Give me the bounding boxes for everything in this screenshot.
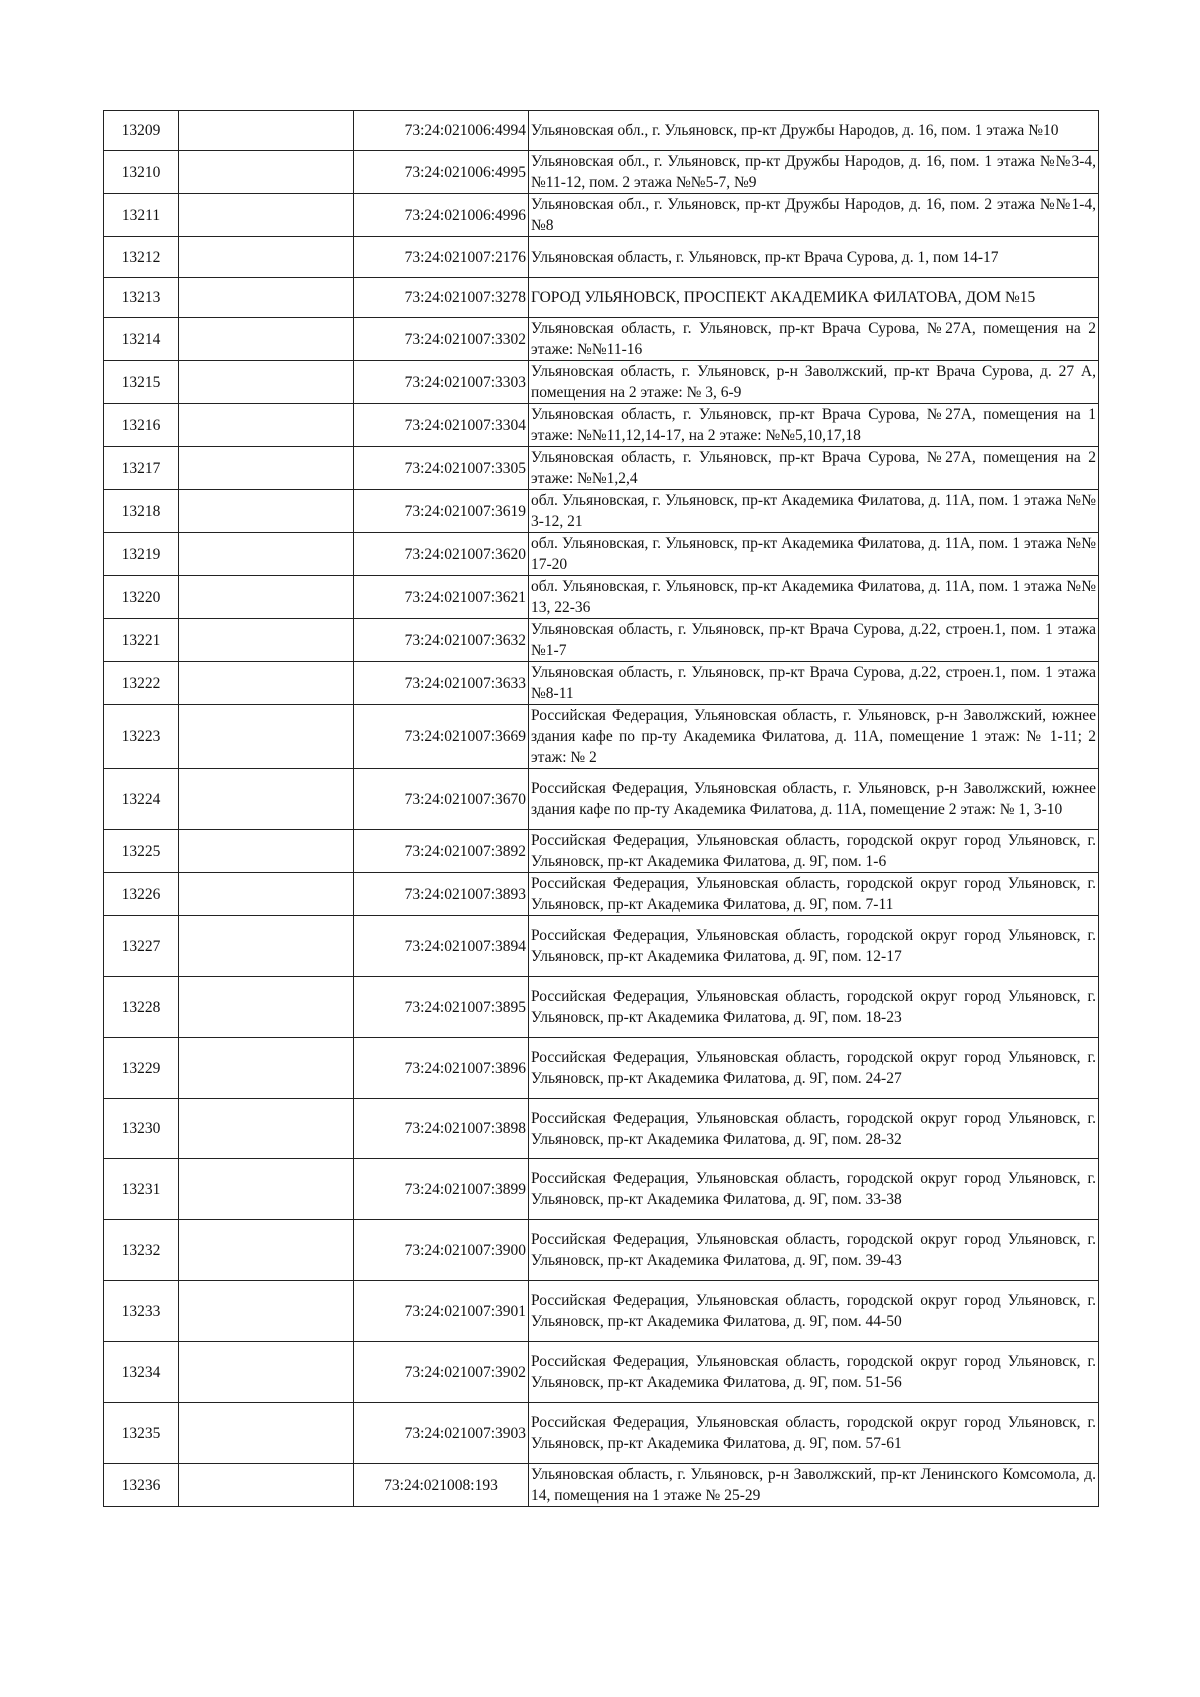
cadastral-number-cell: 73:24:021007:3621 [354, 576, 529, 619]
address-cell: обл. Ульяновская, г. Ульяновск, пр-кт Академика Филатова, д. 11А, пом. 1 этажа №№ 3-12, 21 [529, 490, 1099, 533]
row-number-cell: 13210 [104, 151, 179, 194]
table-row [104, 447, 1099, 490]
cadastral-number-cell: 73:24:021007:3670 [354, 769, 529, 830]
row-number-cell: 13234 [104, 1342, 179, 1403]
cadastral-number-cell: 73:24:021007:3304 [354, 404, 529, 447]
empty-cell [179, 705, 354, 769]
address-cell: обл. Ульяновская, г. Ульяновск, пр-кт Академика Филатова, д. 11А, пом. 1 этажа №№ 17-20 [529, 533, 1099, 576]
table-row [104, 769, 1099, 830]
row-number-cell: 13214 [104, 318, 179, 361]
address-cell: обл. Ульяновская, г. Ульяновск, пр-кт Академика Филатова, д. 11А, пом. 1 этажа №№ 13, 22-36 [529, 576, 1099, 619]
row-number-cell: 13227 [104, 916, 179, 977]
table-row [104, 1464, 1099, 1507]
empty-cell [179, 769, 354, 830]
table-row [104, 977, 1099, 1038]
cadastral-number-cell: 73:24:021006:4995 [354, 151, 529, 194]
row-number-cell: 13229 [104, 1038, 179, 1099]
address-cell: Российская Федерация, Ульяновская область, городской округ город Ульяновск, г. Ульяновск, пр-кт Академика Филатова, д. 9Г, пом. 33-38 [529, 1159, 1099, 1220]
cadastral-number-cell: 73:24:021007:3902 [354, 1342, 529, 1403]
row-number-cell: 13213 [104, 278, 179, 318]
empty-cell [179, 237, 354, 278]
row-number-cell: 13212 [104, 237, 179, 278]
cadastral-number-cell: 73:24:021007:3633 [354, 662, 529, 705]
address-cell: Ульяновская область, г. Ульяновск, пр-кт Врача Сурова, №27А, помещения на 1 этаже: №№11,12,14-17, на 2 этаже: №№5,10,17,18 [529, 404, 1099, 447]
address-cell: ГОРОД УЛЬЯНОВСК, ПРОСПЕКТ АКАДЕМИКА ФИЛАТОВА, ДОМ №15 [529, 278, 1099, 318]
cadastral-number-cell: 73:24:021007:3898 [354, 1099, 529, 1159]
cadastral-number-cell: 73:24:021007:3619 [354, 490, 529, 533]
address-cell: Ульяновская область, г. Ульяновск, пр-кт Врача Сурова, д.22, строен.1, пом. 1 этажа №1-7 [529, 619, 1099, 662]
address-cell: Российская Федерация, Ульяновская область, городской округ город Ульяновск, г. Ульяновск, пр-кт Академика Филатова, д. 9Г, пом. 24-27 [529, 1038, 1099, 1099]
cadastral-number-cell: 73:24:021008:193 [354, 1464, 529, 1507]
address-cell: Ульяновская область, г. Ульяновск, пр-кт Врача Сурова, д. 1, пом 14-17 [529, 237, 1099, 278]
empty-cell [179, 533, 354, 576]
address-cell: Ульяновская обл., г. Ульяновск, пр-кт Дружбы Народов, д. 16, пом. 1 этажа №№3-4, №11-12, пом. 2 этажа №№5-7, №9 [529, 151, 1099, 194]
cadastral-number-cell: 73:24:021007:3901 [354, 1281, 529, 1342]
table-row [104, 1038, 1099, 1099]
cadastral-number-cell: 73:24:021007:3900 [354, 1220, 529, 1281]
address-cell: Российская Федерация, Ульяновская область, городской округ город Ульяновск, г. Ульяновск, пр-кт Академика Филатова, д. 9Г, пом. 1-6 [529, 830, 1099, 873]
address-cell: Российская Федерация, Ульяновская область, г. Ульяновск, р-н Заволжский, южнее здания кафе по пр-ту Академика Филатова, д. 11А, помещение 1 этаж: № 1-11; 2 этаж: № 2 [529, 705, 1099, 769]
address-cell: Российская Федерация, Ульяновская область, городской округ город Ульяновск, г. Ульяновск, пр-кт Академика Филатова, д. 9Г, пом. 44-50 [529, 1281, 1099, 1342]
row-number-cell: 13230 [104, 1099, 179, 1159]
address-cell: Российская Федерация, Ульяновская область, г. Ульяновск, р-н Заволжский, южнее здания кафе по пр-ту Академика Филатова, д. 11А, помещение 2 этаж: № 1, 3-10 [529, 769, 1099, 830]
row-number-cell: 13219 [104, 533, 179, 576]
table-row [104, 916, 1099, 977]
cadastral-number-cell: 73:24:021007:3894 [354, 916, 529, 977]
empty-cell [179, 1038, 354, 1099]
table-row [104, 619, 1099, 662]
table-row [104, 1220, 1099, 1281]
row-number-cell: 13228 [104, 977, 179, 1038]
address-cell: Ульяновская область, г. Ульяновск, пр-кт Врача Сурова, №27А, помещения на 2 этаже: №№1,2,4 [529, 447, 1099, 490]
cadastral-number-cell: 73:24:021007:3305 [354, 447, 529, 490]
address-cell: Ульяновская область, г. Ульяновск, р-н Заволжский, пр-кт Врача Сурова, д. 27 А, помещения на 2 этаже: № 3, 6-9 [529, 361, 1099, 404]
row-number-cell: 13235 [104, 1403, 179, 1464]
address-cell: Российская Федерация, Ульяновская область, городской округ город Ульяновск, г. Ульяновск, пр-кт Академика Филатова, д. 9Г, пом. 18-23 [529, 977, 1099, 1038]
row-number-cell: 13224 [104, 769, 179, 830]
row-number-cell: 13223 [104, 705, 179, 769]
empty-cell [179, 361, 354, 404]
table-row [104, 318, 1099, 361]
empty-cell [179, 490, 354, 533]
row-number-cell: 13226 [104, 873, 179, 916]
table-row [104, 1159, 1099, 1220]
empty-cell [179, 619, 354, 662]
empty-cell [179, 151, 354, 194]
table-row [104, 533, 1099, 576]
table-row [104, 237, 1099, 278]
empty-cell [179, 1403, 354, 1464]
table-row [104, 1099, 1099, 1159]
row-number-cell: 13211 [104, 194, 179, 237]
empty-cell [179, 404, 354, 447]
table-row [104, 490, 1099, 533]
cadastral-number-cell: 73:24:021006:4996 [354, 194, 529, 237]
table-row [104, 278, 1099, 318]
address-cell: Российская Федерация, Ульяновская область, городской округ город Ульяновск, г. Ульяновск, пр-кт Академика Филатова, д. 9Г, пом. 57-61 [529, 1403, 1099, 1464]
empty-cell [179, 111, 354, 151]
cadastral-number-cell: 73:24:021007:3302 [354, 318, 529, 361]
row-number-cell: 13225 [104, 830, 179, 873]
empty-cell [179, 662, 354, 705]
cadastral-number-cell: 73:24:021007:3669 [354, 705, 529, 769]
cadastral-number-cell: 73:24:021007:3303 [354, 361, 529, 404]
row-number-cell: 13232 [104, 1220, 179, 1281]
cadastral-number-cell: 73:24:021007:3895 [354, 977, 529, 1038]
cadastral-number-cell: 73:24:021007:3896 [354, 1038, 529, 1099]
address-cell: Ульяновская область, г. Ульяновск, пр-кт Врача Сурова, д.22, строен.1, пом. 1 этажа №8-11 [529, 662, 1099, 705]
table-row [104, 830, 1099, 873]
address-cell: Российская Федерация, Ульяновская область, городской округ город Ульяновск, г. Ульяновск, пр-кт Академика Филатова, д. 9Г, пом. 51-56 [529, 1342, 1099, 1403]
table-row [104, 1281, 1099, 1342]
row-number-cell: 13216 [104, 404, 179, 447]
address-cell: Российская Федерация, Ульяновская область, городской округ город Ульяновск, г. Ульяновск, пр-кт Академика Филатова, д. 9Г, пом. 12-17 [529, 916, 1099, 977]
cadastral-number-cell: 73:24:021007:3892 [354, 830, 529, 873]
row-number-cell: 13236 [104, 1464, 179, 1507]
row-number-cell: 13209 [104, 111, 179, 151]
table-row [104, 873, 1099, 916]
cadastral-number-cell: 73:24:021007:3278 [354, 278, 529, 318]
row-number-cell: 13215 [104, 361, 179, 404]
empty-cell [179, 1281, 354, 1342]
table-row [104, 194, 1099, 237]
address-cell: Ульяновская обл., г. Ульяновск, пр-кт Дружбы Народов, д. 16, пом. 2 этажа №№1-4, №8 [529, 194, 1099, 237]
cadastral-number-cell: 73:24:021007:3632 [354, 619, 529, 662]
table-row [104, 111, 1099, 151]
address-cell: Российская Федерация, Ульяновская область, городской округ город Ульяновск, г. Ульяновск, пр-кт Академика Филатова, д. 9Г, пом. 39-43 [529, 1220, 1099, 1281]
empty-cell [179, 1220, 354, 1281]
address-cell: Российская Федерация, Ульяновская область, городской округ город Ульяновск, г. Ульяновск, пр-кт Академика Филатова, д. 9Г, пом. 7-11 [529, 873, 1099, 916]
property-registry-table [103, 110, 1099, 1507]
address-cell: Ульяновская область, г. Ульяновск, р-н Заволжский, пр-кт Ленинского Комсомола, д. 14, помещения на 1 этаже № 25-29 [529, 1464, 1099, 1507]
cadastral-number-cell: 73:24:021007:3903 [354, 1403, 529, 1464]
table-row [104, 1342, 1099, 1403]
cadastral-number-cell: 73:24:021006:4994 [354, 111, 529, 151]
row-number-cell: 13233 [104, 1281, 179, 1342]
row-number-cell: 13218 [104, 490, 179, 533]
empty-cell [179, 1342, 354, 1403]
cadastral-number-cell: 73:24:021007:2176 [354, 237, 529, 278]
row-number-cell: 13222 [104, 662, 179, 705]
empty-cell [179, 576, 354, 619]
empty-cell [179, 1159, 354, 1220]
cadastral-number-cell: 73:24:021007:3893 [354, 873, 529, 916]
address-cell: Российская Федерация, Ульяновская область, городской округ город Ульяновск, г. Ульяновск, пр-кт Академика Филатова, д. 9Г, пом. 28-32 [529, 1099, 1099, 1159]
empty-cell [179, 278, 354, 318]
empty-cell [179, 916, 354, 977]
row-number-cell: 13231 [104, 1159, 179, 1220]
empty-cell [179, 447, 354, 490]
empty-cell [179, 873, 354, 916]
table-row [104, 576, 1099, 619]
cadastral-number-cell: 73:24:021007:3899 [354, 1159, 529, 1220]
empty-cell [179, 194, 354, 237]
table-row [104, 151, 1099, 194]
table-row [104, 662, 1099, 705]
address-cell: Ульяновская область, г. Ульяновск, пр-кт Врача Сурова, №27А, помещения на 2 этаже: №№11-16 [529, 318, 1099, 361]
empty-cell [179, 318, 354, 361]
cadastral-number-cell: 73:24:021007:3620 [354, 533, 529, 576]
empty-cell [179, 1099, 354, 1159]
empty-cell [179, 1464, 354, 1507]
table-body [104, 111, 1099, 1507]
table-row [104, 361, 1099, 404]
address-cell: Ульяновская обл., г. Ульяновск, пр-кт Дружбы Народов, д. 16, пом. 1 этажа №10 [529, 111, 1099, 151]
table-row [104, 404, 1099, 447]
row-number-cell: 13217 [104, 447, 179, 490]
row-number-cell: 13220 [104, 576, 179, 619]
table-row [104, 1403, 1099, 1464]
table-row [104, 705, 1099, 769]
row-number-cell: 13221 [104, 619, 179, 662]
empty-cell [179, 977, 354, 1038]
empty-cell [179, 830, 354, 873]
